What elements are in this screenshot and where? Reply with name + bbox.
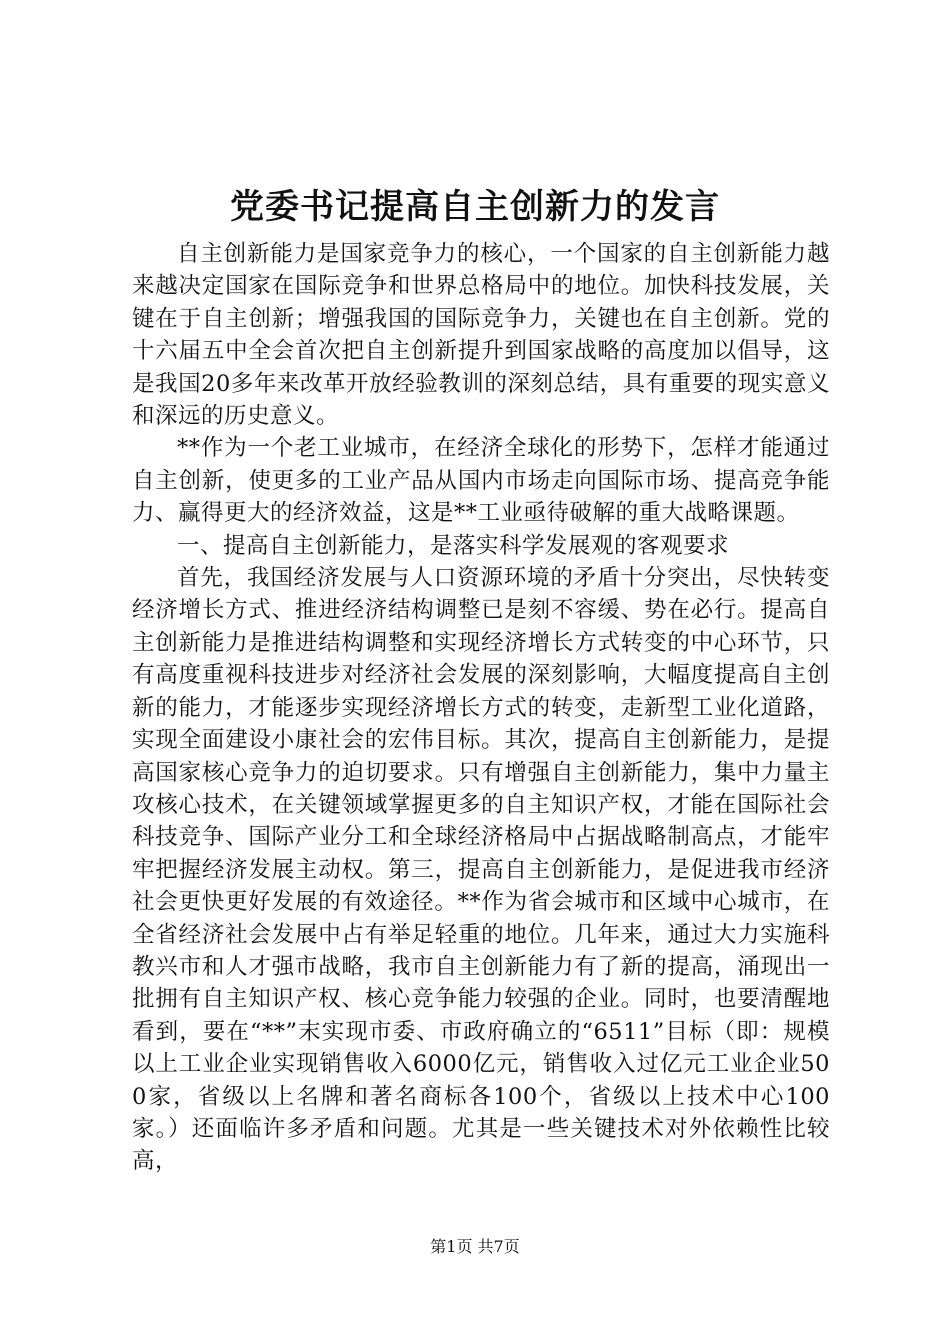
page-footer: 第1页 共7页: [430, 1237, 520, 1256]
paragraph-section-1-body: 首先，我国经济发展与人口资源环境的矛盾十分突出，尽快转变经济增长方式、推进经济结构调整已是刻不容缓、势在必行。提高自主创新能力是推进结构调整和实现经济增长方式转变的中心环节，只有高度重视科技进步对经济社会发展的深刻影响，大幅度提高自主创新的能力，才能逐步实现经济增长方式的转变，走新型工业化道路，实现全面建设小康社会的宏伟目标。其次，提高自主创新能力，是提高国家核心竞争力的迫切要求。只有增强自主创新能力，集中力量主攻核心技术，在关键领域掌握更多的自主知识产权，才能在国际社会科技竞争、国际产业分工和全球经济格局中占据战略制高点，才能牢牢把握经济发展主动权。第三，提高自主创新能力，是促进我市经济社会更快更好发展的有效途径。**作为省会城市和区域中心城市，在全省经济社会发展中占有举足轻重的地位。几年来，通过大力实施科教兴市和人才强市战略，我市自主创新能力有了新的提高，涌现出一批拥有自主知识产权、核心竞争能力较强的企业。同时，也要清醒地看到，要在“**”末实现市委、市政府确立的“6511”目标（即：规模以上工业企业实现销售收入6000亿元，销售收入过亿元工业企业500家，省级以上名牌和著名商标各100个，省级以上技术中心100家。）还面临许多矛盾和问题。尤其是一些关键技术对外依赖性比较高，: [132, 565, 830, 1175]
document-title: 党委书记提高自主创新力的发言: [230, 187, 720, 227]
paragraph-city-challenge: **作为一个老工业城市，在经济全球化的形势下，怎样才能通过自主创新，使更多的工业产品从国内市场走向国际市场、提高竞争能力、赢得更大的经济效益，这是**工业亟待破解的重大战略课题。: [132, 435, 830, 527]
document-body: [132, 238, 830, 1178]
paragraph-intro: 自主创新能力是国家竞争力的核心，一个国家的自主创新能力越来越决定国家在国际竞争和世界总格局中的地位。加快科技发展，关键在于自主创新；增强我国的国际竞争力，关键也在自主创新。党的十六届五中全会首次把自主创新提升到国家战略的高度加以倡导，这是我国20多年来改革开放经验教训的深刻总结，具有重要的现实意义和深远的历史意义。: [132, 241, 830, 430]
section-heading-1: 一、提高自主创新能力，是落实科学发展观的客观要求: [177, 532, 730, 559]
